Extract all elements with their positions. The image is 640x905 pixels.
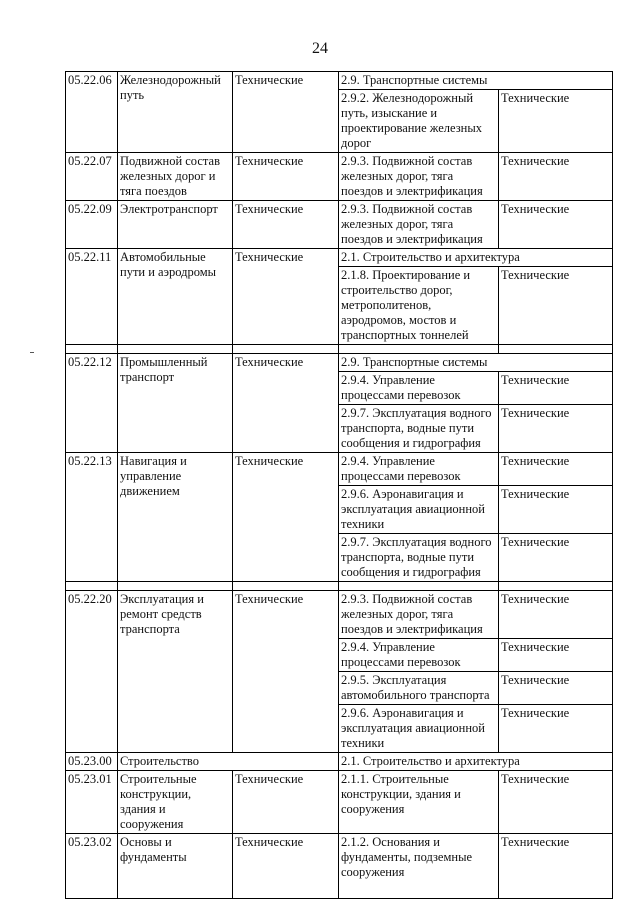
old-type: Технические <box>233 201 339 249</box>
old-name: Автомобильные пути и аэродромы <box>118 249 233 345</box>
new-specialty: 2.9.2. Железнодорожный путь, изыскание и проектирование железных дорог <box>339 90 499 153</box>
table-row <box>66 453 613 486</box>
old-type: Технические <box>233 249 339 345</box>
new-type: Технические <box>499 453 613 486</box>
new-type: Технические <box>499 834 613 899</box>
table-row <box>66 153 613 201</box>
old-name: Основы и фундаменты <box>118 834 233 899</box>
new-specialty: 2.9.3. Подвижной состав железных дорог, тяга поездов и электрификация <box>339 201 499 249</box>
new-specialty: 2.9.3. Подвижной состав железных дорог, тяга поездов и электрификация <box>339 591 499 639</box>
new-type: Технические <box>499 771 613 834</box>
new-type: Технические <box>499 486 613 534</box>
new-type: Технические <box>499 672 613 705</box>
new-type: Технические <box>499 534 613 582</box>
old-type: Технические <box>233 591 339 753</box>
new-specialty: 2.1.2. Основания и фундаменты, подземные сооружения <box>339 834 499 899</box>
old-code: 05.22.06 <box>66 72 118 153</box>
new-specialty: 2.9.6. Аэронавигация и эксплуатация авиационной техники <box>339 705 499 753</box>
new-type: Технические <box>499 705 613 753</box>
old-type: Технические <box>233 453 339 582</box>
old-code: 05.22.07 <box>66 153 118 201</box>
new-group: 2.1. Строительство и архитектура <box>339 753 613 771</box>
table-row <box>66 201 613 249</box>
new-type: Технические <box>499 267 613 345</box>
new-type: Технические <box>499 591 613 639</box>
old-name: Электротранспорт <box>118 201 233 249</box>
old-type: Технические <box>233 354 339 453</box>
new-group: 2.9. Транспортные системы <box>339 72 613 90</box>
old-code: 05.22.20 <box>66 591 118 753</box>
old-code: 05.23.01 <box>66 771 118 834</box>
new-specialty: 2.9.6. Аэронавигация и эксплуатация авиационной техники <box>339 486 499 534</box>
old-name: Строительные конструкции, здания и сооружения <box>118 771 233 834</box>
new-type: Технические <box>499 90 613 153</box>
row-gap <box>66 582 613 591</box>
new-type: Технические <box>499 153 613 201</box>
table-row <box>66 771 613 834</box>
table-row <box>66 591 613 639</box>
old-code: 05.23.00 <box>66 753 118 771</box>
old-code: 05.22.09 <box>66 201 118 249</box>
old-name: Эксплуатация и ремонт средств транспорта <box>118 591 233 753</box>
new-type: Технические <box>499 639 613 672</box>
new-specialty: 2.9.4. Управление процессами перевозок <box>339 372 499 405</box>
new-type: Технические <box>499 201 613 249</box>
new-specialty: 2.9.7. Эксплуатация водного транспорта, водные пути сообщения и гидрография <box>339 405 499 453</box>
old-name: Железнодорожный путь <box>118 72 233 153</box>
page-number: 24 <box>312 40 328 57</box>
old-name: Навигация и управление движением <box>118 453 233 582</box>
new-type: Технические <box>499 372 613 405</box>
new-specialty: 2.9.3. Подвижной состав железных дорог, тяга поездов и электрификация <box>339 153 499 201</box>
new-type: Технические <box>499 405 613 453</box>
new-group: 2.9. Транспортные системы <box>339 354 613 372</box>
table-row <box>66 249 613 267</box>
new-specialty: 2.9.7. Эксплуатация водного транспорта, водные пути сообщения и гидрография <box>339 534 499 582</box>
old-code: 05.22.13 <box>66 453 118 582</box>
table-row <box>66 72 613 90</box>
table-row <box>66 834 613 899</box>
old-name: Подвижной состав железных дорог и тяга поездов <box>118 153 233 201</box>
old-code: 05.23.02 <box>66 834 118 899</box>
table-row <box>66 354 613 372</box>
old-name: Строительство <box>118 753 339 771</box>
old-type: Технические <box>233 153 339 201</box>
new-specialty: 2.1.1. Строительные конструкции, здания и сооружения <box>339 771 499 834</box>
old-code: 05.22.11 <box>66 249 118 345</box>
margin-mark <box>30 352 34 353</box>
table-row <box>66 753 613 771</box>
row-gap <box>66 345 613 354</box>
old-type: Технические <box>233 771 339 834</box>
new-group: 2.1. Строительство и архитектура <box>339 249 613 267</box>
new-specialty: 2.9.5. Эксплуатация автомобильного транспорта <box>339 672 499 705</box>
old-code: 05.22.12 <box>66 354 118 453</box>
old-type: Технические <box>233 834 339 899</box>
specialties-table <box>65 71 613 899</box>
old-name: Промышленный транспорт <box>118 354 233 453</box>
new-specialty: 2.1.8. Проектирование и строительство дорог, метрополитенов, аэродромов, мостов и транспортных тоннелей <box>339 267 499 345</box>
new-specialty: 2.9.4. Управление процессами перевозок <box>339 453 499 486</box>
old-type: Технические <box>233 72 339 153</box>
new-specialty: 2.9.4. Управление процессами перевозок <box>339 639 499 672</box>
